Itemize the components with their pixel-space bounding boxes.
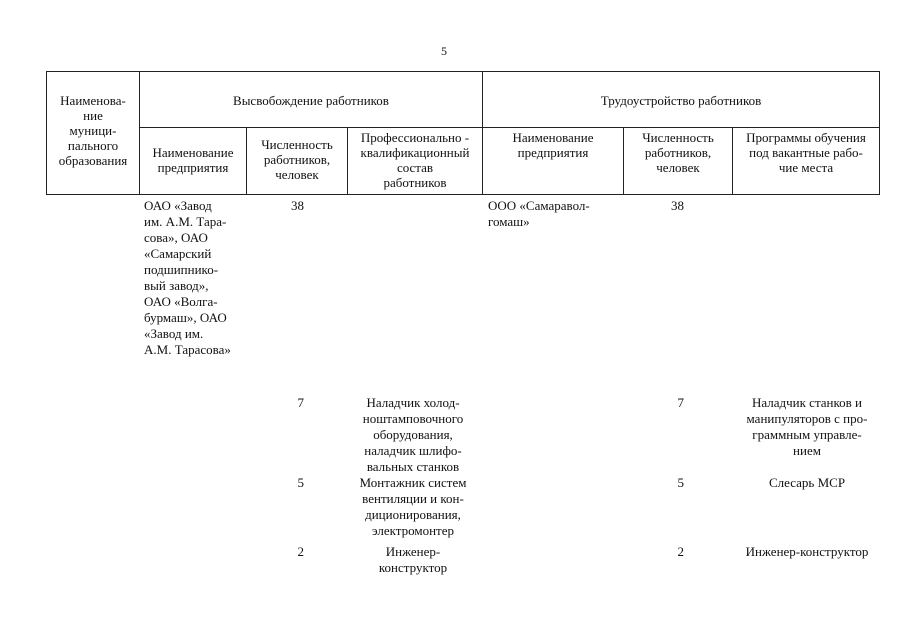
- row4-employment-programs: Инженер-конструктор: [745, 544, 869, 559]
- page-number: 5: [441, 44, 447, 58]
- header-employment-enterprise: Наименование предприятия: [512, 130, 594, 160]
- row2-employment-count: 7: [677, 395, 684, 410]
- table-header: [46, 71, 880, 195]
- row3-employment-programs: Слесарь МСР: [768, 475, 846, 490]
- header-release-qualification: Профессионально - квалификационный состав работников: [360, 130, 470, 190]
- row1-release-count: 38: [291, 198, 304, 213]
- header-employment-programs: Программы обучения под вакантные рабо- чие места: [746, 130, 866, 175]
- table-top-border: [46, 71, 880, 72]
- header-release-count: Численность работников, человек: [261, 137, 333, 182]
- row1-release-enterprise: ОАО «Завод им. А.М. Тара- сова», ОАО «Самарский подшипнико- вый завод», ОАО «Волга- бурмаш», ОАО «Завод им. А.М. Тарасова»: [144, 198, 231, 357]
- header-release-enterprise: Наименование предприятия: [152, 145, 234, 175]
- header-municipality: Наименова- ние муници- пального образования: [58, 93, 128, 168]
- table-subheader-divider: [139, 127, 880, 128]
- row2-employment-programs: Наладчик станков и манипуляторов с про- граммным управле- нием: [746, 395, 868, 458]
- header-employment-count: Численность работников, человек: [642, 130, 714, 175]
- row1-employment-count: 38: [671, 198, 684, 213]
- row3-release-count: 5: [297, 475, 304, 490]
- row3-release-qualification: Монтажник систем вентиляции и кон- диционирования, электромонтер: [359, 475, 467, 538]
- row4-release-qualification: Инженер- конструктор: [378, 544, 448, 575]
- row2-release-qualification: Наладчик холод- ноштамповочного оборудования, наладчик шлифо- вальных станков: [362, 395, 464, 474]
- row2-release-count: 7: [297, 395, 304, 410]
- table-header-bottom-border: [46, 194, 880, 195]
- row1-employment-enterprise: ООО «Самаравол- гомаш»: [488, 198, 590, 229]
- table-right-border: [879, 71, 880, 195]
- header-employment-group: Трудоустройство работников: [600, 93, 762, 108]
- row4-release-count: 2: [297, 544, 304, 559]
- divider-col1: [139, 71, 140, 195]
- row3-employment-count: 5: [677, 475, 684, 490]
- row4-employment-count: 2: [677, 544, 684, 559]
- table-left-border: [46, 71, 47, 195]
- header-release-group: Высвобождение работников: [233, 93, 389, 108]
